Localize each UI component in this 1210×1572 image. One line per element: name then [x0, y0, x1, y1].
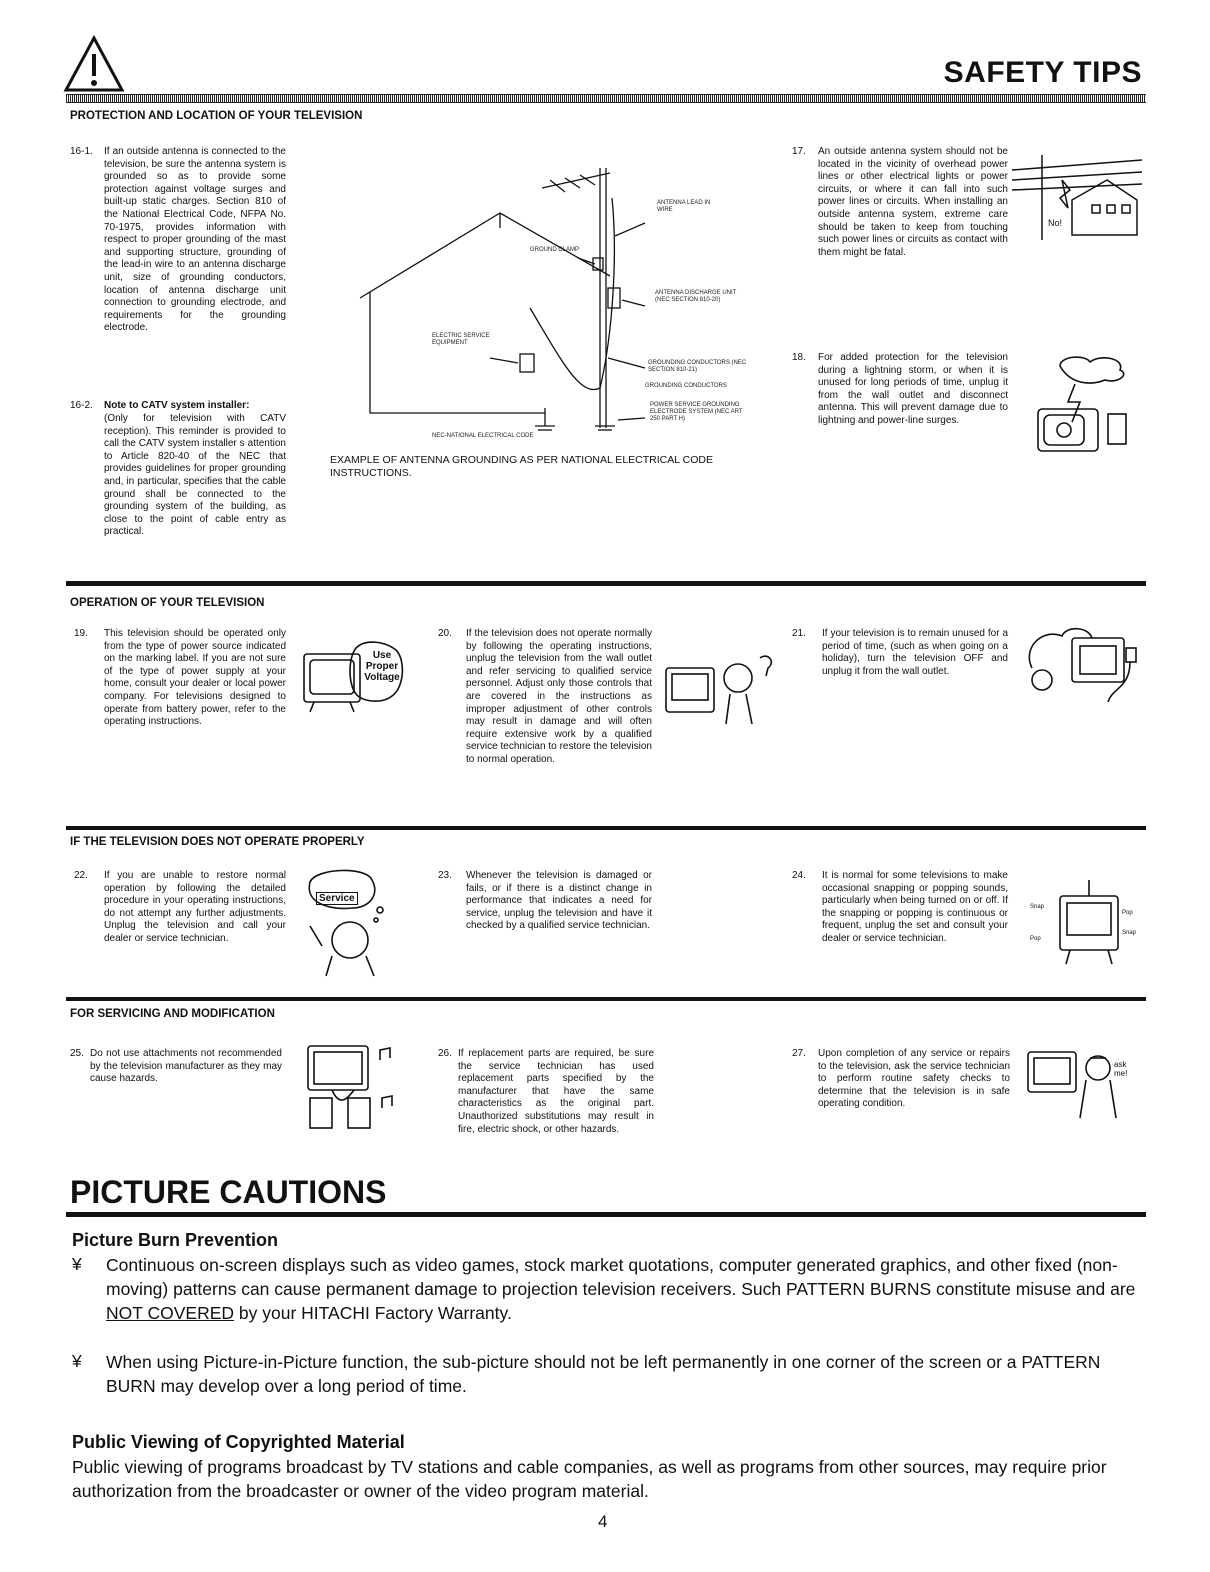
item-number: 24.: [792, 870, 806, 881]
item-number: 25.: [70, 1048, 84, 1059]
item-20-text: If the television does not operate normally by following the operating instructions, unplug the television from the wall outlet and refer servicing to qualified service personnel. Adjust only those controls that are covered in the instructions as improper adjustment of other controls may result in damage and will often require extensive work by a qualified service technician to restore the television to normal operation.: [466, 628, 652, 765]
item-16-2-title: Note to CATV system installer:: [104, 400, 250, 411]
diagram-caption: EXAMPLE OF ANTENNA GROUNDING AS PER NATIONAL ELECTRICAL CODE INSTRUCTIONS.: [330, 454, 713, 479]
item-number: 17.: [792, 146, 806, 157]
diagram-label-discharge-unit: ANTENNA DISCHARGE UNIT (NEC SECTION 810-20): [655, 290, 737, 303]
section-divider: [66, 581, 1146, 586]
section-divider: [66, 826, 1146, 830]
bullet-icon: ¥: [72, 1351, 82, 1371]
item-number: 26.: [438, 1048, 452, 1059]
holiday-unplug-illustration: [1012, 618, 1142, 708]
diagram-label-power-service: POWER SERVICE GROUNDING ELECTRODE SYSTEM (NEC ART 250 PART H): [650, 402, 743, 422]
item-number: 22.: [74, 870, 88, 881]
item-19-art-text: Use Proper Voltage: [364, 650, 400, 683]
pop-label: Pop: [1030, 936, 1041, 942]
picture-cautions-title: PICTURE CAUTIONS: [70, 1174, 387, 1210]
header-divider: [66, 94, 1146, 103]
section-heading-improper: IF THE TELEVISION DOES NOT OPERATE PROPERLY: [70, 836, 365, 848]
item-21-text: If your television is to remain unused for a period of time, (such as when going on a holiday), turn the television OFF and unplug it from the wall outlet.: [822, 628, 1008, 677]
public-viewing-heading: Public Viewing of Copyrighted Material: [72, 1432, 405, 1452]
pop-label: Pop: [1122, 910, 1133, 916]
page-number: 4: [598, 1512, 608, 1531]
item-19-text: This television should be operated only from the type of power source indicated on the marking label. If you are not sure of the type of power supply at your home, consult your dealer or local power company. For televisions designed to operate from battery power, refer to the operating instructions.: [104, 628, 286, 728]
item-17-art-text: No!: [1048, 218, 1063, 228]
diagram-label-electric-service: ELECTRIC SERVICE EQUIPMENT: [432, 333, 490, 346]
lightning-tv-illustration: [1030, 354, 1140, 454]
item-number: 19.: [74, 628, 88, 639]
item-16-1-text: If an outside antenna is connected to the television, be sure the antenna system is grounded so as to provide some protection against voltage surges and built-up static charges. Section 810 of the National Electrical Code, NFPA No. 70-1975, provides information with respect to proper grounding of the mast and supporting structure, grounding of the lead-in wire to an antenna discharge unit, size of grounding conductors, location of antenna discharge unit connection to grounding electrode, and requirements for the grounding electrode.: [104, 146, 286, 334]
attachments-illustration: [296, 1038, 406, 1134]
burn-paragraph-1b: by your HITACHI Factory Warranty.: [238, 1303, 512, 1323]
diagram-label-grounding-conductors: GROUNDING CONDUCTORS (NEC SECTION 810-21): [648, 360, 747, 373]
snap-pop-tv-illustration: [1040, 876, 1140, 972]
item-16-2-text: (Only for television with CATV reception). This reminder is provided to call the CATV system installer s attention to Article 820-40 of the NEC that provides guidelines for proper grounding and, in particular, specifies that the cable ground shall be connected to the grounding system of the building, as close to the point of cable entry as practical.: [104, 413, 286, 538]
item-number: 20.: [438, 628, 452, 639]
diagram-label-nec: NEC-NATIONAL ELECTRICAL CODE: [432, 433, 534, 439]
power-lines-illustration: [1012, 150, 1142, 245]
burn-paragraph-2: When using Picture-in-Picture function, the sub-picture should not be left permanently in one corner of the screen or a PATTERN BURN may develop over a long period of time.: [106, 1352, 1101, 1396]
item-number: 16-2.: [70, 400, 93, 411]
item-17-text: An outside antenna system should not be located in the vicinity of overhead power lines or other electrical lights or power circuits, or where it can fall into such power lines or circuits. When installing an outside antenna system, extreme care should be taken to keep from touching such power lines or circuits as contact with them might be fatal.: [818, 146, 1008, 258]
technician-illustration: [1024, 1044, 1144, 1124]
item-23-text: Whenever the television is damaged or fails, or if there is a distinct change in performance that indicates a need for service, unplug the television and have it checked by a qualified service technician.: [466, 870, 652, 932]
item-26-text: If replacement parts are required, be sure the service technician has used replacement parts specified by the manufacturer that have the same characteristics as the original part. Unauthorized substitutions may result in fire, electric shock, or other hazards.: [458, 1048, 654, 1135]
unplug-tv-illustration: [660, 638, 780, 728]
diagram-label-lead-in: ANTENNA LEAD IN WIRE: [657, 200, 711, 213]
item-27-text: Upon completion of any service or repairs to the television, ask the service technician to perform routine safety checks to determine that the television is in safe operating condition.: [818, 1048, 1010, 1110]
public-viewing-text: Public viewing of programs broadcast by TV stations and cable companies, as well as programs from other sources, may require prior authorization from the broadcaster or owner of the video program material.: [72, 1457, 1107, 1501]
section-heading-servicing: FOR SERVICING AND MODIFICATION: [70, 1008, 275, 1020]
item-number: 16-1.: [70, 146, 93, 157]
item-number: 23.: [438, 870, 452, 881]
item-number: 21.: [792, 628, 806, 639]
item-25-text: Do not use attachments not recommended by the television manufacturer as they may cause hazards.: [90, 1048, 282, 1085]
burn-paragraph-1a: Continuous on-screen displays such as video games, stock market quotations, computer generated graphics, and other fixed (non-moving) patterns can cause permanent damage to projection television receivers. Such PATTERN BURNS constitute misuse and are: [106, 1255, 1136, 1299]
snap-label: Snap: [1122, 930, 1137, 936]
snap-label: Snap: [1030, 904, 1045, 910]
section-divider: [66, 1212, 1146, 1217]
item-24-text: It is normal for some televisions to make occasional snapping or popping sounds, particularly when being turned on or off. If the snapping or popping is continuous or frequent, unplug the set and consult your dealer or service technician.: [822, 870, 1008, 944]
section-heading-operation: OPERATION OF YOUR TELEVISION: [70, 597, 265, 609]
item-22-art-text: Service: [316, 892, 358, 905]
bullet-icon: ¥: [72, 1254, 82, 1274]
warning-triangle-icon: [62, 34, 126, 94]
item-27-art-text: ask me!: [1114, 1060, 1128, 1078]
item-number: 27.: [792, 1048, 806, 1059]
section-divider: [66, 997, 1146, 1001]
picture-burn-heading: Picture Burn Prevention: [72, 1230, 279, 1250]
diagram-label-ground-clamp: GROUND CLAMP: [530, 247, 580, 253]
diagram-label-grounding-conductors-2: GROUNDING CONDUCTORS: [645, 383, 727, 389]
page-title: SAFETY TIPS: [943, 56, 1142, 89]
item-18-text: For added protection for the television during a lightning storm, or when it is unused for long periods of time, unplug it from the wall outlet and disconnect antenna. This will prevent damage due to lightning and power-line surges.: [818, 352, 1008, 426]
item-22-text: If you are unable to restore normal operation by following the detailed procedure in your operating instructions, do not attempt any further adjustments. Unplug the television and call your dealer or service technician.: [104, 870, 286, 944]
not-covered-text: NOT COVERED: [106, 1303, 235, 1323]
service-call-illustration: [296, 866, 406, 978]
item-number: 18.: [792, 352, 806, 363]
section-heading-protection: PROTECTION AND LOCATION OF YOUR TELEVISION: [70, 110, 363, 122]
